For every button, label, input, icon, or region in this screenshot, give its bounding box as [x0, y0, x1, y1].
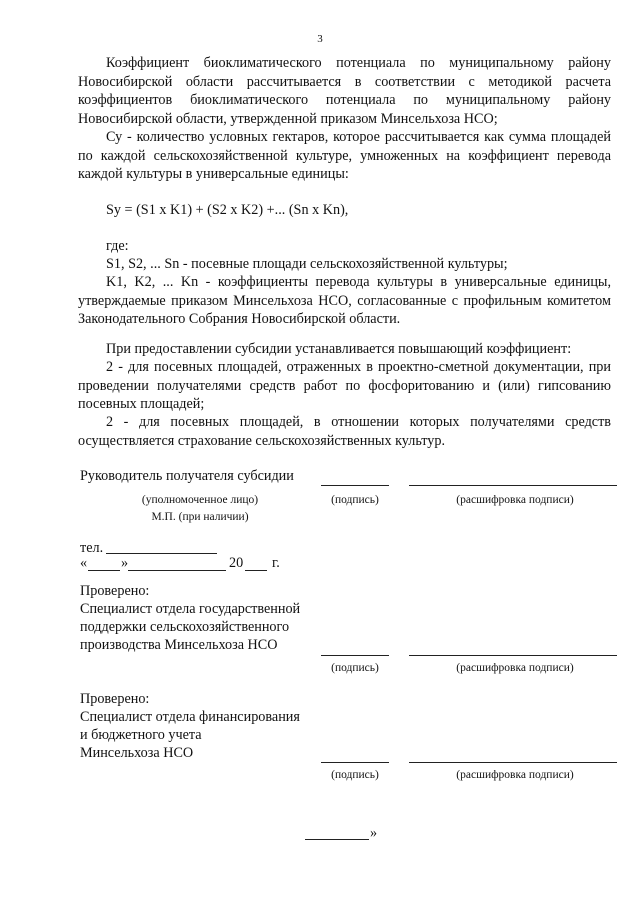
checker-line: производства Минсельхоза НСО: [80, 637, 278, 653]
decode-line: [409, 485, 617, 486]
year-prefix: 20: [229, 555, 244, 571]
sign-caption: (подпись): [331, 494, 379, 506]
sign-caption: (подпись): [331, 662, 379, 674]
footer-line: [305, 839, 369, 840]
where-label: где:: [106, 238, 129, 254]
signature-line: [321, 762, 389, 763]
page-number: 3: [317, 33, 323, 45]
checker-line: поддержки сельскохозяйственного: [80, 619, 290, 635]
sign-caption: (подпись): [331, 769, 379, 781]
checker-line: Специалист отдела государственной: [80, 601, 301, 617]
decode-line: [409, 762, 617, 763]
date-month-line: [128, 570, 226, 571]
conditional-hectares-paragraph: Су - количество условных гектаров, которое рассчитывается как сумма площадей по каждой сельскохозяйственной культуре, умноженных на коэффициент перевода каждой культуры в универсальные единицы:: [78, 129, 611, 183]
coefficient-item-insurance: 2 - для посевных площадей, в отношении которых получателями средств осуществляется страхование сельскохозяйственных культур.: [78, 414, 611, 449]
checked-label: Проверено:: [80, 691, 150, 707]
formula: Sy = (S1 x K1) + (S2 x K2) +... (Sn x Kn),: [106, 202, 349, 218]
decode-caption: (расшифровка подписи): [456, 662, 574, 674]
signature-line: [321, 655, 389, 656]
definition-k: K1, K2, ... Kn - коэффициенты перевода культуры в универсальные единицы, утверждаемые приказом Минсельхоза НСО, согласованные с профильным комитетом Законодательного Собрания Новосибирской области.: [78, 274, 611, 328]
date-open-quote: «: [80, 555, 88, 571]
year-line: [245, 570, 267, 571]
tel-label: тел.: [80, 540, 104, 556]
date-close-quote: »: [121, 555, 129, 571]
signature-line: [321, 485, 389, 486]
date-day-line: [88, 570, 120, 571]
stamp-caption: М.П. (при наличии): [151, 511, 249, 523]
checker-line: Специалист отдела финансирования: [80, 709, 300, 725]
decode-line: [409, 655, 617, 656]
authorized-caption: (уполномоченное лицо): [141, 494, 259, 506]
decode-caption: (расшифровка подписи): [456, 769, 574, 781]
coefficient-item-phosphate: 2 - для посевных площадей, отраженных в проектно-сметной документации, при проведении получателями средств работ по фосфоритованию и (или) гипсованию посевных площадей;: [78, 359, 611, 413]
coefficient-paragraph: Коэффициент биоклиматического потенциала по муниципальному району Новосибирской области рассчитывается в соответствии с методикой расчета коэффициентов биоклиматического потенциала по муниципальному району Новосибирской области, утвержденной приказом Минсельхоза НСО;: [78, 55, 611, 127]
coefficient-intro: При предоставлении субсидии устанавливается повышающий коэффициент:: [106, 341, 572, 357]
footer-quote: »: [370, 825, 378, 841]
definition-s: S1, S2, ... Sn - посевные площади сельскохозяйственной культуры;: [106, 256, 508, 272]
head-label: Руководитель получателя субсидии: [80, 468, 294, 484]
decode-caption: (расшифровка подписи): [456, 494, 574, 506]
checker-line: Минсельхоза НСО: [80, 745, 194, 761]
checker-line: и бюджетного учета: [80, 727, 202, 743]
checked-label: Проверено:: [80, 583, 150, 599]
year-suffix: г.: [272, 555, 280, 571]
